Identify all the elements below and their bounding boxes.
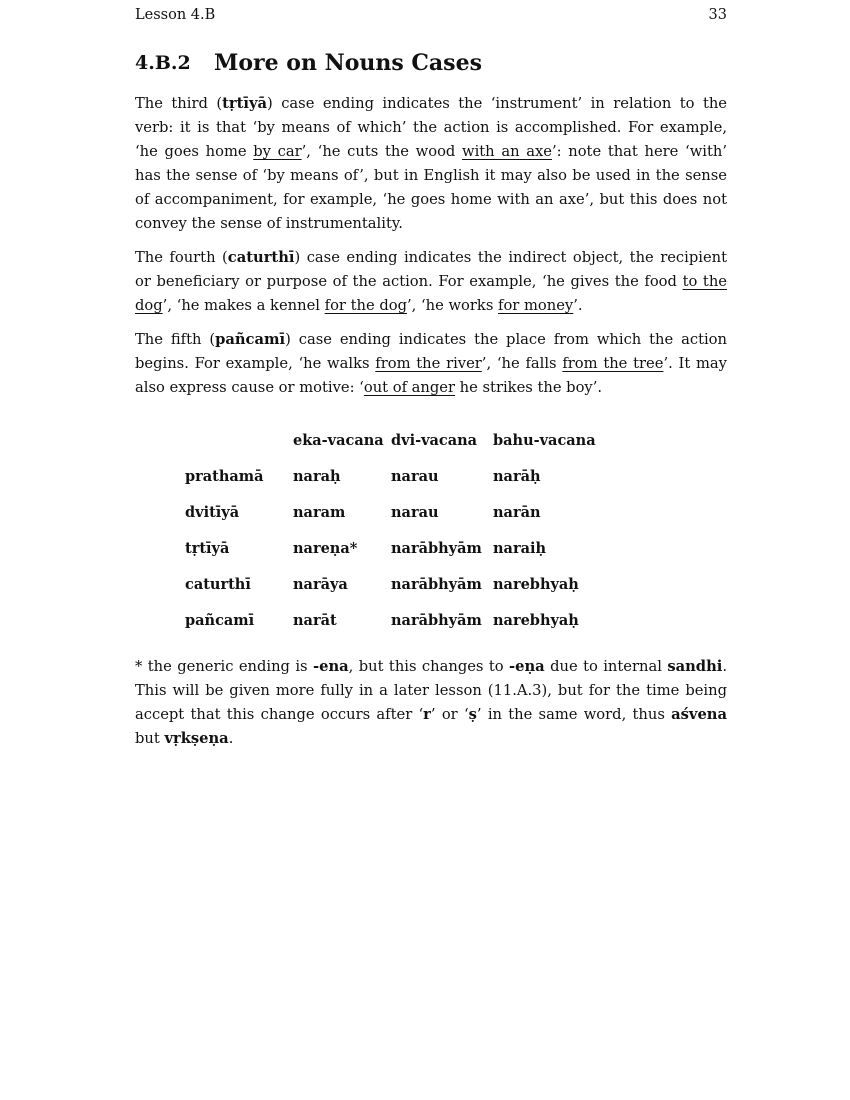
text-run: ’: note that here ‘with’ has the sense of ‘by means of’, but in English it may also be used in the sense of accompaniment, for example, ‘he goes home with an axe’, but this does not convey the sense of instrumentality. bbox=[135, 143, 728, 232]
form-plural: narān bbox=[493, 503, 541, 521]
text-run: The fifth ( bbox=[135, 331, 216, 348]
form-dual: narau bbox=[391, 503, 439, 521]
case-name: pañcamī bbox=[185, 611, 255, 629]
text-run: but bbox=[135, 729, 165, 747]
underlined-example: to the dog bbox=[135, 273, 727, 314]
text-run: due to internal bbox=[544, 657, 668, 675]
case-term: pañcamī bbox=[215, 331, 286, 348]
table-row bbox=[185, 458, 613, 494]
form-dual: narābhyām bbox=[391, 611, 482, 629]
text-run: ’, ‘he works bbox=[406, 297, 499, 314]
declension-table bbox=[185, 422, 613, 638]
running-head-lesson: Lesson 4.B bbox=[135, 7, 216, 23]
running-head bbox=[135, 7, 727, 23]
table-header-row bbox=[185, 422, 613, 458]
form-singular: narāya bbox=[293, 575, 348, 593]
underlined-example: for money bbox=[498, 297, 574, 314]
bold-term: aśvena bbox=[671, 705, 727, 723]
underlined-example: by car bbox=[253, 143, 302, 160]
bold-term: vṛkṣeṇa bbox=[164, 729, 229, 747]
form-singular: naram bbox=[293, 503, 346, 521]
section-title: More on Nouns Cases bbox=[214, 50, 482, 76]
table-row bbox=[185, 530, 613, 566]
case-name: tṛtīyā bbox=[185, 539, 230, 557]
footnote bbox=[135, 655, 727, 751]
underlined-example: with an axe bbox=[462, 143, 552, 160]
text-run: ’, ‘he cuts the wood bbox=[301, 143, 463, 160]
text-run: ’ or ‘ bbox=[430, 705, 469, 723]
form-dual: narau bbox=[391, 467, 439, 485]
text-run: The fourth ( bbox=[135, 249, 228, 266]
table-row bbox=[185, 566, 613, 602]
underlined-example: out of anger bbox=[363, 379, 456, 396]
case-term: caturthī bbox=[227, 249, 295, 266]
underlined-example: for the dog bbox=[324, 297, 407, 314]
text-run: . This will be given more fully in a later lesson (11.A.3), but for the time being accept that this change occurs after ‘ bbox=[135, 657, 728, 723]
form-dual: narābhyām bbox=[391, 575, 482, 593]
column-header-dual: dvi-vacana bbox=[391, 431, 478, 449]
bold-term: -eṇa bbox=[509, 657, 545, 675]
form-dual: narābhyām bbox=[391, 539, 482, 557]
text-run: he strikes the boy’. bbox=[455, 379, 603, 396]
column-header-singular: eka-vacana bbox=[293, 431, 384, 449]
text-run: ’. bbox=[573, 297, 583, 314]
table-row bbox=[185, 494, 613, 530]
text-run: ) case ending indicates the ‘instrument’ in relation to the verb: it is that ‘by means of which’ the action is accomplished. For example, ‘he goes home bbox=[135, 95, 728, 160]
bold-term: r bbox=[423, 705, 431, 723]
form-singular: nareṇa* bbox=[293, 539, 358, 557]
case-name: prathamā bbox=[185, 467, 264, 485]
text-run: ) case ending indicates the place from which the action begins. For example, ‘he walks bbox=[135, 331, 727, 372]
underlined-example: from the river bbox=[375, 355, 482, 372]
paragraph-ablative bbox=[135, 328, 727, 400]
page-number: 33 bbox=[708, 7, 727, 23]
form-plural: narāḥ bbox=[493, 467, 541, 485]
form-singular: naraḥ bbox=[293, 467, 341, 485]
section-number: 4.B.2 bbox=[135, 52, 191, 74]
body-text bbox=[135, 92, 727, 410]
text-run: ’ in the same word, thus bbox=[476, 705, 672, 723]
form-plural: narebhyaḥ bbox=[493, 611, 579, 629]
case-name: caturthī bbox=[185, 575, 251, 593]
bold-term: -ena bbox=[313, 657, 349, 675]
text-run: ’. It may also express cause or motive: ‘ bbox=[135, 355, 727, 396]
text-run: . bbox=[228, 729, 234, 747]
text-run: ) case ending indicates the indirect object, the recipient or beneficiary or purpose of the action. For example, ‘he gives the food bbox=[135, 249, 728, 290]
text-run: The third ( bbox=[135, 95, 223, 112]
text-run: ’, ‘he falls bbox=[481, 355, 563, 372]
bold-term: ṣ bbox=[468, 705, 477, 723]
case-term: tṛtīyā bbox=[222, 95, 268, 112]
bold-term: sandhi bbox=[667, 657, 723, 675]
section-heading bbox=[135, 48, 482, 78]
text-run: ’, ‘he makes a kennel bbox=[162, 297, 325, 314]
form-singular: narāt bbox=[293, 611, 337, 629]
table-row bbox=[185, 602, 613, 638]
form-plural: narebhyaḥ bbox=[493, 575, 579, 593]
underlined-example: from the tree bbox=[562, 355, 664, 372]
form-plural: naraiḥ bbox=[493, 539, 547, 557]
paragraph-dative bbox=[135, 246, 727, 318]
text-run: , but this changes to bbox=[348, 657, 510, 675]
text-run: * the generic ending is bbox=[135, 657, 314, 675]
case-name: dvitīyā bbox=[185, 503, 240, 521]
paragraph-instrumental bbox=[135, 92, 727, 236]
column-header-plural: bahu-vacana bbox=[493, 431, 596, 449]
